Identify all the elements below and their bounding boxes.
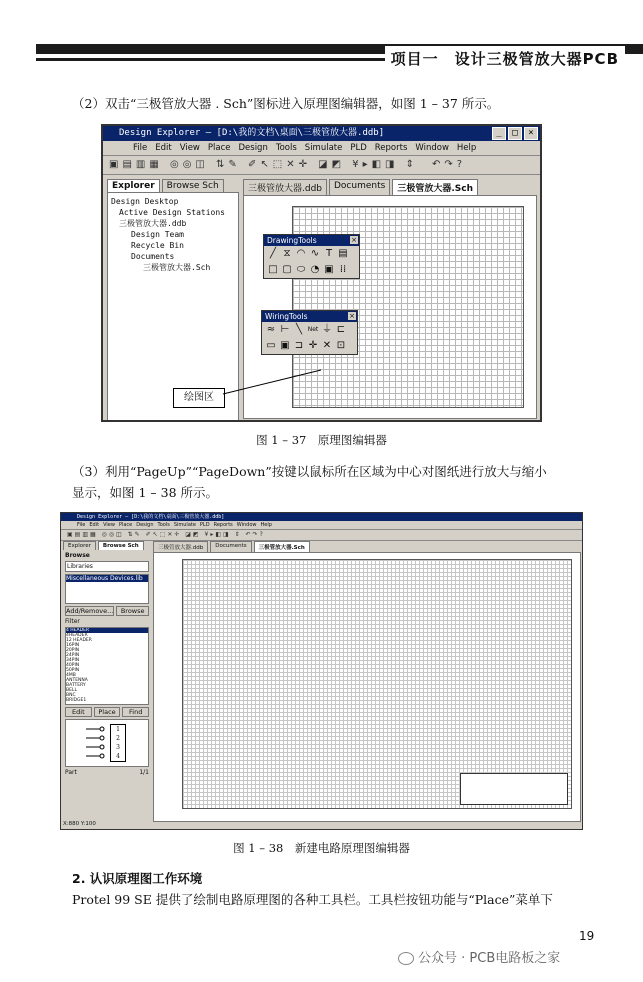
- tab-browse-sch[interactable]: Browse Sch: [162, 179, 224, 192]
- menu-help[interactable]: Help: [456, 143, 477, 153]
- menu-tools[interactable]: Tools: [275, 143, 297, 153]
- part-icon[interactable]: ▭: [266, 340, 276, 351]
- bus-icon[interactable]: ⊢: [280, 324, 290, 335]
- figure-1-37-window: [101, 124, 542, 422]
- tab-browse-sch[interactable]: Browse Sch: [98, 541, 144, 550]
- callout-line: [221, 366, 331, 401]
- list-item[interactable]: BNC: [66, 693, 76, 698]
- bezier-icon[interactable]: ∿: [310, 248, 320, 259]
- main-toolbar[interactable]: ▣▤▥▦ ◎◎◫ ⇅✎ ✐↖⬚✕✛ ◪◩ ¥▸◧◨ ⇕ ↶↷?: [103, 156, 540, 175]
- list-item[interactable]: BATTERY: [66, 683, 86, 688]
- tree-item[interactable]: Recycle Bin: [131, 241, 184, 250]
- part-count: 1/1: [139, 769, 149, 776]
- window-title: Design Explorer – [D:\我的文档\桌面\三极管放大器.ddb]: [119, 128, 385, 138]
- paragraph-3: Protel 99 SE 提供了绘制电路原理图的各种工具栏。工具栏按钮功能与“Place”菜单下: [72, 892, 553, 907]
- wire-icon[interactable]: ≈: [266, 324, 276, 335]
- libraries-select[interactable]: Libraries: [65, 561, 149, 572]
- minimize-icon[interactable]: _: [492, 127, 506, 140]
- find-button[interactable]: Find: [122, 707, 149, 717]
- editor-area: [153, 541, 581, 819]
- close-icon[interactable]: ×: [524, 127, 538, 140]
- menu-reports[interactable]: Reports: [374, 143, 408, 153]
- text-icon[interactable]: T: [325, 248, 333, 259]
- library-item[interactable]: Miscellaneous Devices.lib: [66, 575, 148, 582]
- textframe-icon[interactable]: ▤: [338, 248, 348, 259]
- tree-item[interactable]: Design Desktop: [111, 197, 179, 206]
- menu-view[interactable]: View: [179, 143, 200, 153]
- page-number: 19: [579, 929, 595, 943]
- library-list[interactable]: [65, 574, 149, 604]
- pie-icon[interactable]: ◔: [310, 264, 320, 275]
- tab-ddb[interactable]: 三极管放大器.ddb: [243, 179, 327, 195]
- list-item[interactable]: 4 HEADER: [66, 628, 148, 633]
- list-item[interactable]: 16PIN: [66, 643, 80, 648]
- tab-sch[interactable]: 三极管放大器.Sch: [392, 179, 478, 195]
- schematic-sheet[interactable]: [153, 552, 581, 822]
- menu-pld[interactable]: PLD: [199, 522, 210, 528]
- image-icon[interactable]: ▣: [324, 264, 334, 275]
- header-title: 项目一 设计三极管放大器PCB: [385, 46, 625, 71]
- close-icon[interactable]: ×: [349, 312, 355, 320]
- browse-button[interactable]: Browse: [116, 606, 149, 616]
- wiring-tools-title: WiringTools: [265, 312, 308, 321]
- close-icon[interactable]: ×: [351, 236, 357, 244]
- round-rect-icon[interactable]: ▢: [282, 264, 292, 275]
- menu-bar: [61, 521, 582, 530]
- rectangle-icon[interactable]: □: [268, 264, 278, 275]
- edit-button[interactable]: Edit: [65, 707, 92, 717]
- list-item[interactable]: 40PIN: [66, 663, 80, 668]
- ellipse-icon[interactable]: ⬭: [296, 264, 306, 275]
- explorer-panel: [107, 179, 239, 419]
- window-titlebar: [103, 126, 540, 141]
- drawing-tools-palette: [263, 234, 360, 279]
- pin-label: 4: [116, 753, 120, 760]
- net-label-icon[interactable]: Net: [307, 326, 319, 333]
- menu-window[interactable]: Window: [415, 143, 449, 153]
- menu-bar: [103, 141, 540, 156]
- sheet-icon[interactable]: ▣: [280, 340, 290, 351]
- figure-1-38-caption: 图 1 – 38 新建电路原理图编辑器: [233, 841, 410, 855]
- watermark: [398, 947, 560, 966]
- array-icon[interactable]: ⁞⁞: [339, 264, 347, 275]
- maximize-icon[interactable]: □: [508, 127, 522, 140]
- line-icon[interactable]: ╱: [269, 248, 277, 259]
- list-item[interactable]: 24PIN: [66, 653, 80, 658]
- pin-box: [110, 724, 126, 762]
- list-item[interactable]: BELL: [66, 688, 77, 693]
- wechat-icon: [398, 952, 414, 965]
- list-item[interactable]: 50PIN: [66, 668, 80, 673]
- title-block: [460, 773, 568, 805]
- menu-simulate[interactable]: Simulate: [304, 143, 343, 153]
- main-toolbar[interactable]: ▣▤▥▦ ◎◎◫ ⇅✎ ✐↖⬚✕✛ ◪◩ ¥▸◧◨ ⇕ ↶↷?: [61, 530, 582, 541]
- no-erc-icon[interactable]: ✕: [322, 340, 332, 351]
- menu-help[interactable]: Help: [260, 522, 272, 528]
- menu-view[interactable]: View: [103, 522, 115, 528]
- part-preview: [65, 719, 149, 767]
- section-heading: 2. 认识原理图工作环境: [72, 871, 203, 886]
- power-icon[interactable]: ⏚: [322, 324, 332, 335]
- list-item[interactable]: BRIDGE1: [66, 698, 87, 703]
- polygon-icon[interactable]: ⧖: [283, 248, 291, 259]
- tab-documents[interactable]: Documents: [210, 541, 251, 552]
- connector-symbol: [86, 724, 106, 762]
- junction-icon[interactable]: ✛: [308, 340, 318, 351]
- callout-label: 绘图区: [173, 388, 225, 408]
- arc-icon[interactable]: ◠: [296, 248, 306, 259]
- menu-edit[interactable]: Edit: [155, 143, 172, 153]
- list-item[interactable]: 12 HEADER: [66, 638, 92, 643]
- tab-ddb[interactable]: 三极管放大器.ddb: [153, 541, 208, 552]
- watermark-text: 公众号 · PCB电路板之家: [418, 951, 561, 966]
- list-item[interactable]: 4HEADER: [66, 633, 88, 638]
- add-remove-button[interactable]: Add/Remove...: [66, 607, 114, 615]
- drawing-tools-title: DrawingTools: [267, 236, 317, 245]
- menu-file[interactable]: File: [133, 143, 148, 153]
- menu-simulate[interactable]: Simulate: [173, 522, 196, 528]
- tab-documents[interactable]: Documents: [329, 179, 390, 195]
- pin-label: 1: [116, 726, 120, 733]
- header-rule: [36, 58, 386, 61]
- browse-panel: [63, 541, 151, 823]
- wiring-tools-palette: [261, 310, 358, 355]
- part-label: Part: [65, 769, 77, 776]
- menu-place[interactable]: Place: [118, 522, 133, 528]
- menu-place[interactable]: Place: [207, 143, 231, 153]
- menu-window[interactable]: Window: [236, 522, 257, 528]
- drawing-grid[interactable]: [182, 559, 572, 809]
- menu-reports[interactable]: Reports: [213, 522, 233, 528]
- tab-explorer[interactable]: Explorer: [107, 179, 160, 192]
- window-titlebar: [61, 513, 582, 521]
- browse-label: Browse: [65, 552, 90, 559]
- menu-pld[interactable]: PLD: [350, 143, 367, 153]
- tab-sch[interactable]: 三极管放大器.Sch: [254, 541, 310, 552]
- menu-file[interactable]: File: [77, 522, 86, 528]
- window-title: Design Explorer – [D:\我的文档\桌面\三极管放大器.ddb]: [77, 514, 225, 520]
- list-item[interactable]: 4MB: [66, 673, 76, 678]
- filter-label: Filter: [65, 618, 80, 625]
- bus-entry-icon[interactable]: ╲: [295, 324, 303, 335]
- tree-item[interactable]: 三极管放大器.Sch: [143, 263, 211, 272]
- pin-label: 2: [116, 735, 120, 742]
- pin-label: 3: [116, 744, 120, 751]
- tree-item[interactable]: Documents: [131, 252, 175, 261]
- tree-item[interactable]: Active Design Stations: [119, 208, 225, 217]
- place-button[interactable]: Place: [94, 707, 121, 717]
- figure-1-38-window: [60, 512, 583, 830]
- list-item[interactable]: ANTENNA: [66, 678, 88, 683]
- tree-item[interactable]: Design Team: [131, 230, 184, 239]
- sheet-entry-icon[interactable]: ⊐: [294, 340, 304, 351]
- tab-explorer[interactable]: Explorer: [63, 541, 96, 550]
- paragraph-2a: （3）利用“PageUp”“PageDown”按键以鼠标所在区域为中心对图纸进行放大与缩小: [72, 464, 547, 479]
- menu-tools[interactable]: Tools: [157, 522, 170, 528]
- list-item[interactable]: 20PIN: [66, 648, 80, 653]
- port-icon[interactable]: ⊏: [336, 324, 346, 335]
- list-item[interactable]: 34PIN: [66, 658, 80, 663]
- figure-1-37-caption: 图 1 – 37 原理图编辑器: [256, 433, 387, 447]
- menu-edit[interactable]: Edit: [89, 522, 100, 528]
- paragraph-2b: 显示，如图 1 – 38 所示。: [72, 485, 219, 500]
- menu-design[interactable]: Design: [238, 143, 268, 153]
- tree-item[interactable]: 三极管放大器.ddb: [119, 219, 187, 228]
- part-list[interactable]: [65, 627, 149, 705]
- paragraph-1: （2）双击“三极管放大器 . Sch”图标进入原理图编辑器，如图 1 – 37 所示。: [72, 96, 500, 111]
- status-coordinates: X:880 Y:100: [63, 821, 96, 827]
- menu-design[interactable]: Design: [136, 522, 154, 528]
- probe-icon[interactable]: ⊡: [336, 340, 346, 351]
